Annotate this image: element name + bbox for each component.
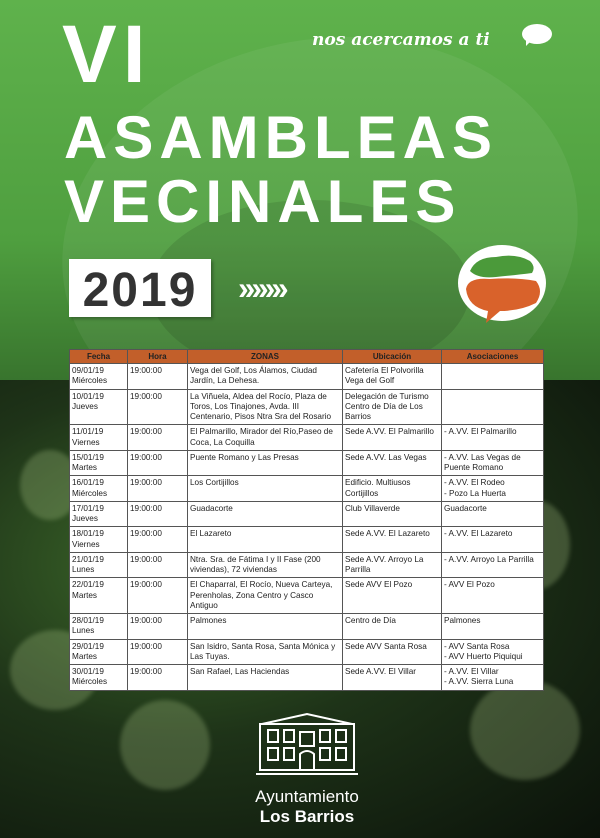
title-roman-numeral: VI xyxy=(62,9,152,100)
cell-asociaciones xyxy=(442,527,544,553)
table-header-row xyxy=(70,350,544,364)
cell-asociaciones-asociaciones: - AVV El Pozo xyxy=(444,580,495,590)
cell-zonas xyxy=(188,578,343,614)
cell-ubicacion xyxy=(343,501,442,527)
cell-zonas-zonas: Palmones xyxy=(190,616,227,625)
cell-fecha-dia: Lunes xyxy=(72,626,95,636)
cell-asociaciones-asociaciones: - A.VV. Arroyo La Parrilla xyxy=(444,554,534,564)
table-row xyxy=(70,527,544,553)
cell-zonas xyxy=(188,425,343,451)
cell-fecha-dia: Miércoles xyxy=(72,677,108,687)
cell-fecha-dia: Jueves xyxy=(72,401,98,411)
cell-zonas-zonas: El Palmarillo, Mirador del Río,Paseo de Coca, La Coquilla xyxy=(190,427,333,447)
table-row xyxy=(70,639,544,665)
cell-asociaciones xyxy=(442,389,544,425)
header-fecha: Fecha xyxy=(70,350,128,364)
cell-hora xyxy=(128,364,188,390)
cell-zonas-zonas: San Isidro, Santa Rosa, Santa Mónica y Las Tuyas. xyxy=(190,641,336,661)
cell-asociaciones xyxy=(442,578,544,614)
cell-fecha xyxy=(70,578,128,614)
cell-fecha-dia: Martes xyxy=(72,651,98,661)
cell-fecha-dia: Viernes xyxy=(72,437,100,447)
header-asociaciones: Asociaciones xyxy=(442,350,544,364)
cell-zonas-zonas: El Chaparral, El Rocío, Nueva Carteya, Perenholas, Zona Centro y Casco Antiguo xyxy=(190,580,333,610)
cell-fecha-fecha: 16/01/19 xyxy=(72,478,104,488)
cell-zonas xyxy=(188,476,343,502)
org-name-line-2: Los Barrios xyxy=(259,807,355,826)
cell-fecha-dia: Miércoles xyxy=(72,376,108,386)
cell-ubicacion-ubicacion: Sede AVV El Pozo xyxy=(345,580,413,590)
tagline: nos acercamos a ti xyxy=(312,30,490,50)
cell-fecha xyxy=(70,665,128,691)
table-row xyxy=(70,578,544,614)
cell-hora xyxy=(128,552,188,578)
cell-hora-hora: 19:00:00 xyxy=(130,503,162,513)
cell-ubicacion xyxy=(343,364,442,390)
cell-ubicacion xyxy=(343,639,442,665)
cell-zonas-zonas: Ntra. Sra. de Fátima I y II Fase (200 viviendas), 72 viviendas xyxy=(190,554,321,574)
cell-asociaciones-asociaciones: - A.VV. El Palmarillo xyxy=(444,427,517,437)
cell-zonas-zonas: La Viñuela, Aldea del Rocío, Plaza de Toros, Los Tinajones, Avda. III Centenario, Pisos Ntra Sra del Rosario xyxy=(190,391,332,421)
cell-ubicacion-ubicacion: Sede A.VV. Arroyo La Parrilla xyxy=(345,554,424,574)
cell-fecha-fecha: 10/01/19 xyxy=(72,391,104,401)
cell-fecha-dia: Miércoles xyxy=(72,488,108,498)
cell-fecha-fecha: 15/01/19 xyxy=(72,452,104,462)
cell-ubicacion xyxy=(343,450,442,476)
cell-fecha xyxy=(70,450,128,476)
cell-ubicacion xyxy=(343,578,442,614)
cell-zonas-zonas: Vega del Golf, Los Álamos, Ciudad Jardín, La Dehesa. xyxy=(190,366,317,386)
cell-hora-hora: 19:00:00 xyxy=(130,554,162,564)
cell-zonas xyxy=(188,527,343,553)
cell-ubicacion-ubicacion: Sede A.VV. El Lazareto xyxy=(345,529,430,539)
cell-fecha-dia: Jueves xyxy=(72,514,98,523)
table-row xyxy=(70,552,544,578)
cell-fecha-fecha: 11/01/19 xyxy=(72,427,104,437)
cell-asociaciones xyxy=(442,476,544,502)
cell-asociaciones-asociaciones: - AVV Santa Rosa - AVV Huerto Piquiqui xyxy=(444,641,523,661)
cell-ubicacion-ubicacion: Delegación de Turismo Centro de Día de Los Barrios xyxy=(345,391,429,421)
cell-asociaciones xyxy=(442,614,544,640)
header-ubicacion: Ubicación xyxy=(343,350,442,364)
cell-hora-hora: 19:00:00 xyxy=(130,366,162,375)
cell-ubicacion-ubicacion: Edificio. Multiusos Cortijillos xyxy=(345,478,411,498)
cell-fecha-fecha: 30/01/19 xyxy=(72,667,104,676)
cell-hora xyxy=(128,425,188,451)
cell-hora-hora: 19:00:00 xyxy=(130,478,162,488)
cell-hora-hora: 19:00:00 xyxy=(130,452,162,462)
cell-fecha-fecha: 22/01/19 xyxy=(72,580,104,590)
cell-hora-hora: 19:00:00 xyxy=(130,641,162,651)
cell-ubicacion xyxy=(343,476,442,502)
cell-fecha xyxy=(70,614,128,640)
cell-fecha xyxy=(70,389,128,425)
cell-zonas-zonas: San Rafael, Las Haciendas xyxy=(190,667,290,676)
cell-asociaciones xyxy=(442,501,544,527)
speech-bubble-icon xyxy=(522,24,552,44)
cell-asociaciones xyxy=(442,450,544,476)
cell-fecha-dia: Martes xyxy=(72,590,98,600)
cell-asociaciones-asociaciones: Palmones xyxy=(444,616,481,625)
table-row xyxy=(70,425,544,451)
table-row xyxy=(70,450,544,476)
cell-hora-hora: 19:00:00 xyxy=(130,616,162,625)
cell-ubicacion xyxy=(343,614,442,640)
cell-fecha-dia: Viernes xyxy=(72,539,100,549)
cell-zonas-zonas: Guadacorte xyxy=(190,503,233,513)
cell-fecha-fecha: 17/01/19 xyxy=(72,503,104,513)
cell-hora xyxy=(128,389,188,425)
title-line-2: VECINALES xyxy=(64,168,462,235)
cell-hora-hora: 19:00:00 xyxy=(130,427,162,437)
town-hall-icon xyxy=(252,710,362,778)
cell-fecha xyxy=(70,639,128,665)
cell-asociaciones-asociaciones: - A.VV. El Rodeo - Pozo La Huerta xyxy=(444,478,506,498)
cell-asociaciones-asociaciones: - A.VV. Las Vegas de Puente Romano xyxy=(444,452,521,472)
cell-asociaciones-asociaciones: - A.VV. El Lazareto xyxy=(444,529,513,539)
cell-zonas-zonas: Los Cortijillos xyxy=(190,478,239,488)
header-hora: Hora xyxy=(128,350,188,364)
cell-zonas-zonas: Puente Romano y Las Presas xyxy=(190,452,299,462)
cell-ubicacion-ubicacion: Sede A.VV. Las Vegas xyxy=(345,452,427,462)
table-row xyxy=(70,665,544,691)
cell-fecha-fecha: 18/01/19 xyxy=(72,529,104,539)
cell-asociaciones xyxy=(442,552,544,578)
cell-ubicacion-ubicacion: Sede A.VV. El Palmarillo xyxy=(345,427,434,437)
chevrons-decoration: ››››››› xyxy=(238,270,285,306)
table-row xyxy=(70,389,544,425)
cell-fecha xyxy=(70,476,128,502)
cell-fecha xyxy=(70,364,128,390)
cell-hora xyxy=(128,665,188,691)
cell-ubicacion-ubicacion: Cafetería El Polvorilla Vega del Golf xyxy=(345,366,424,386)
cell-fecha-fecha: 29/01/19 xyxy=(72,641,104,651)
cell-hora xyxy=(128,527,188,553)
schedule-table xyxy=(69,349,544,691)
cell-ubicacion-ubicacion: Centro de Día xyxy=(345,616,396,625)
cell-zonas-zonas: El Lazareto xyxy=(190,529,232,539)
cell-asociaciones xyxy=(442,364,544,390)
cell-hora xyxy=(128,614,188,640)
cell-zonas xyxy=(188,364,343,390)
cell-fecha xyxy=(70,501,128,527)
cell-fecha-fecha: 09/01/19 xyxy=(72,366,104,375)
cell-zonas xyxy=(188,614,343,640)
cell-hora-hora: 19:00:00 xyxy=(130,391,162,401)
cell-asociaciones xyxy=(442,665,544,691)
cell-hora xyxy=(128,476,188,502)
cell-ubicacion xyxy=(343,527,442,553)
table-row xyxy=(70,476,544,502)
cell-zonas xyxy=(188,389,343,425)
cell-hora xyxy=(128,639,188,665)
cell-ubicacion-ubicacion: Sede A.VV. El Villar xyxy=(345,667,417,676)
year-label: 2019 xyxy=(82,264,198,317)
table-row xyxy=(70,614,544,640)
cell-hora-hora: 19:00:00 xyxy=(130,580,162,590)
cell-asociaciones xyxy=(442,639,544,665)
cell-fecha xyxy=(70,425,128,451)
cell-fecha-dia: Martes xyxy=(72,463,98,472)
table-row xyxy=(70,364,544,390)
org-name-line-1: Ayuntamiento xyxy=(255,787,359,806)
title-line-1: ASAMBLEAS xyxy=(64,104,499,171)
cell-ubicacion-ubicacion: Club Villaverde xyxy=(345,503,400,513)
cell-ubicacion xyxy=(343,665,442,691)
cell-zonas xyxy=(188,450,343,476)
cell-asociaciones-asociaciones: - A.VV. El Villar - A.VV. Sierra Luna xyxy=(444,667,514,687)
header-zonas: ZONAS xyxy=(188,350,343,364)
cell-asociaciones xyxy=(442,425,544,451)
cell-hora xyxy=(128,501,188,527)
cell-zonas xyxy=(188,665,343,691)
cell-hora xyxy=(128,578,188,614)
footer-logo xyxy=(242,710,372,827)
cell-hora xyxy=(128,450,188,476)
cell-ubicacion xyxy=(343,389,442,425)
cell-ubicacion xyxy=(343,552,442,578)
speech-bubble-icon xyxy=(456,243,548,331)
cell-zonas xyxy=(188,639,343,665)
year-box xyxy=(69,259,211,317)
table-row xyxy=(70,501,544,527)
cell-ubicacion-ubicacion: Sede AVV Santa Rosa xyxy=(345,641,427,651)
cell-zonas xyxy=(188,552,343,578)
cell-fecha xyxy=(70,552,128,578)
cell-fecha xyxy=(70,527,128,553)
cell-ubicacion xyxy=(343,425,442,451)
cell-fecha-fecha: 21/01/19 xyxy=(72,554,104,564)
cell-fecha-dia: Lunes xyxy=(72,565,95,574)
cell-hora-hora: 19:00:00 xyxy=(130,529,162,539)
cell-fecha-fecha: 28/01/19 xyxy=(72,616,104,625)
cell-zonas xyxy=(188,501,343,527)
cell-hora-hora: 19:00:00 xyxy=(130,667,162,676)
cell-asociaciones-asociaciones: Guadacorte xyxy=(444,503,487,513)
